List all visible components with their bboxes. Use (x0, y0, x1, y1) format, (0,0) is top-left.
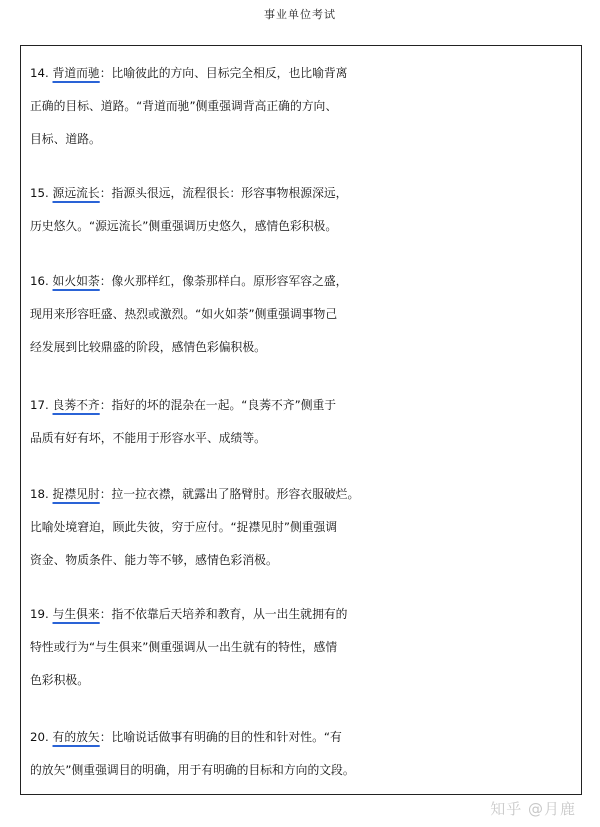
entry-text: ：比喻说话做事有明确的目的性和针对性。“有 (99, 730, 342, 744)
entry-line: 特性或行为“与生俱来”侧重强调从一出生就有的特性，感情 (30, 640, 338, 654)
entry-term: 有的放矢 (52, 730, 100, 744)
entry-number: 17. (30, 398, 49, 412)
entry-text: ：比喻彼此的方向、目标完全相反，也比喻背离 (99, 66, 348, 80)
entry-text: ：拉一拉衣襟，就露出了胳臂肘。形容衣服破烂。 (99, 487, 360, 501)
entry-term: 捉襟见肘 (52, 487, 100, 501)
entry-number: 15. (30, 186, 49, 200)
entry-term: 背道而驰 (52, 66, 100, 80)
entry-15 (30, 177, 578, 243)
entry-text: ：像火那样红，像荼那样白。原形容军容之盛， (99, 274, 348, 288)
entry-line (30, 389, 578, 422)
entry-term: 良莠不齐 (52, 398, 100, 412)
entry-line: 正确的目标、道路。“背道而驰”侧重强调背高正确的方向、 (30, 99, 338, 113)
entry-14 (30, 57, 578, 156)
entry-line: 品质有好有坏，不能用于形容水平、成绩等。 (30, 431, 266, 445)
entry-line: 比喻处境窘迫，顾此失彼，穷于应付。“捉襟见肘”侧重强调 (30, 520, 338, 534)
entry-number: 14. (30, 66, 49, 80)
entry-term: 源远流长 (52, 186, 100, 200)
entry-line (30, 478, 578, 511)
entry-text: ：指源头很远，流程很长：形容事物根源深远， (99, 186, 348, 200)
entry-line (30, 57, 578, 90)
entry-19 (30, 598, 578, 697)
entry-term: 与生俱来 (52, 607, 100, 621)
entry-text: ：指好的坏的混杂在一起。“良莠不齐”侧重于 (99, 398, 337, 412)
entry-line (30, 598, 578, 631)
entry-20 (30, 721, 578, 787)
entry-line: 历史悠久。“源远流长”侧重强调历史悠久，感情色彩积极。 (30, 219, 338, 233)
entry-line (30, 265, 578, 298)
entry-line: 色彩积极。 (30, 673, 89, 687)
entry-line (30, 721, 578, 754)
entry-text: ：指不依靠后天培养和教育，从一出生就拥有的 (99, 607, 348, 621)
entry-line (30, 177, 578, 210)
entry-line: 现用来形容旺盛、热烈或激烈。“如火如荼”侧重强调事物己 (30, 307, 338, 321)
entry-17 (30, 389, 578, 455)
entry-18 (30, 478, 578, 577)
watermark: 知乎 @月鹿 (490, 800, 576, 818)
entry-number: 19. (30, 607, 49, 621)
entry-number: 16. (30, 274, 49, 288)
entry-number: 18. (30, 487, 49, 501)
entry-line: 的放矢”侧重强调目的明确，用于有明确的目标和方向的文段。 (30, 763, 355, 777)
entry-line: 目标、道路。 (30, 132, 101, 146)
entry-number: 20. (30, 730, 49, 744)
entry-16 (30, 265, 578, 364)
entry-line: 经发展到比较鼎盛的阶段，感情色彩偏积极。 (30, 340, 266, 354)
page-header: 事业单位考试 (264, 8, 336, 21)
entry-line: 资金、物质条件、能力等不够，感情色彩消极。 (30, 553, 278, 567)
entry-term: 如火如荼 (52, 274, 100, 288)
